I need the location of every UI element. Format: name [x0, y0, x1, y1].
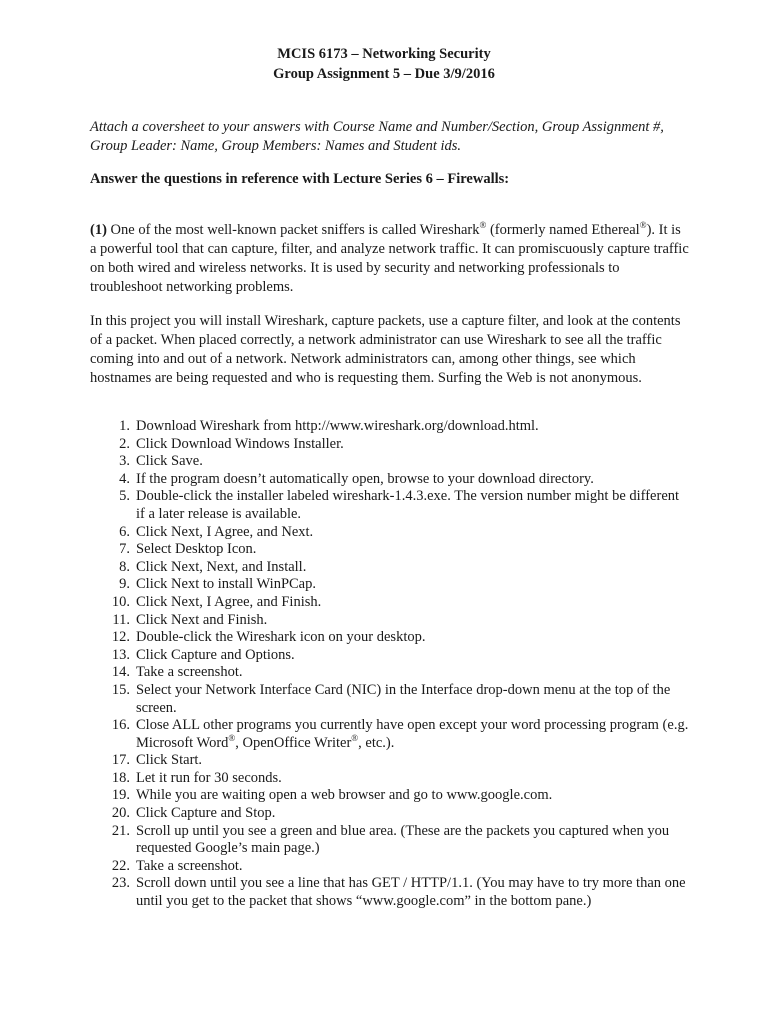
step-text-part: , OpenOffice Writer — [235, 734, 352, 751]
step-number: 3. — [119, 453, 130, 470]
list-item — [90, 682, 690, 717]
list-item — [90, 752, 690, 770]
list-item — [90, 717, 690, 752]
question-1-intro — [90, 221, 690, 297]
step-number: 5. — [119, 488, 130, 505]
intro-part-b: (formerly named Ethereal — [486, 222, 640, 238]
list-item — [90, 524, 690, 542]
list-item — [90, 612, 690, 630]
intro-part-a: One of the most well-known packet sniffers is called Wireshark — [106, 222, 480, 238]
step-number: 9. — [119, 576, 130, 593]
step-text: Click Next, Next, and Install. — [136, 558, 307, 575]
step-text: Scroll down until you see a line that has GET / HTTP/1.1. (You may have to try more than one until you get to the packet that shows “www.google.com” in the bottom pane.) — [136, 875, 686, 910]
list-item — [90, 559, 690, 577]
list-item — [90, 418, 690, 436]
step-number: 20. — [111, 805, 130, 822]
step-text: Click Next and Finish. — [136, 611, 268, 628]
step-number: 16. — [111, 717, 130, 734]
registered-mark: ® — [639, 220, 647, 231]
list-item — [90, 858, 690, 876]
step-text: Click Next to install WinPCap. — [136, 576, 316, 593]
course-title: MCIS 6173 – Networking Security — [277, 46, 491, 62]
step-text: Click Start. — [136, 752, 203, 769]
step-text: Click Capture and Options. — [136, 646, 295, 663]
step-text: Double-click the Wireshark icon on your desktop. — [136, 629, 426, 646]
step-number: 4. — [119, 470, 130, 487]
list-item — [90, 541, 690, 559]
step-text: Take a screenshot. — [136, 857, 243, 874]
step-number: 19. — [111, 787, 130, 804]
step-number: 8. — [119, 558, 130, 575]
step-number: 18. — [111, 769, 130, 786]
step-text: Let it run for 30 seconds. — [136, 769, 282, 786]
step-text: If the program doesn’t automatically open, browse to your download directory. — [136, 470, 594, 487]
coversheet-instructions: Attach a coversheet to your answers with Course Name and Number/Section, Group Assignment #, Group Leader: Name, Group Members: Names and Student ids. — [90, 119, 664, 154]
list-item — [90, 471, 690, 489]
step-number: 7. — [119, 541, 130, 558]
step-number: 2. — [119, 435, 130, 452]
step-text: Click Download Windows Installer. — [136, 435, 344, 452]
list-item — [90, 629, 690, 647]
list-item — [90, 594, 690, 612]
intro-part-c: ). It is a powerful tool that can capture, filter, and analyze network traffic. It can promiscuously capture traffic on both wired and wireless networks. It is used by security and networking professionals to troubleshoot networking problems. — [90, 222, 689, 295]
step-text: Select your Network Interface Card (NIC) in the Interface drop-down menu at the top of the screen. — [136, 681, 671, 716]
list-item — [90, 875, 690, 910]
question-1-label: (1) — [90, 222, 107, 238]
list-item — [90, 488, 690, 523]
step-number: 6. — [119, 523, 130, 540]
step-text: Download Wireshark from http://www.wireshark.org/download.html. — [136, 418, 539, 434]
list-item — [90, 436, 690, 454]
step-text: Take a screenshot. — [136, 664, 243, 681]
step-number: 10. — [111, 593, 130, 610]
step-number: 15. — [111, 681, 130, 698]
step-number: 14. — [111, 664, 130, 681]
step-text: While you are waiting open a web browser and go to www.google.com. — [136, 787, 553, 804]
project-description: In this project you will install Wireshark, capture packets, use a capture filter, and look at the contents of a packet. When placed correctly, a network administrator can use Wireshark to see all the traffic coming into and out of a network. Network administrators can, among other things, see which hostnames are being requested and who is requesting them. Surfing the Web is not anonymous. — [90, 313, 681, 386]
list-item — [90, 823, 690, 858]
list-item — [90, 664, 690, 682]
step-number: 1. — [119, 418, 130, 434]
list-item — [90, 647, 690, 665]
lecture-reference: Answer the questions in reference with Lecture Series 6 – Firewalls: — [90, 171, 510, 187]
step-number: 21. — [111, 822, 130, 839]
list-item — [90, 787, 690, 805]
steps-list — [90, 418, 690, 911]
list-item — [90, 770, 690, 788]
step-number: 23. — [111, 875, 130, 892]
step-number: 17. — [111, 752, 130, 769]
step-number: 12. — [111, 629, 130, 646]
step-text: Click Capture and Stop. — [136, 805, 276, 822]
step-text-part: , etc.). — [358, 734, 395, 751]
registered-mark: ® — [479, 220, 487, 231]
assignment-title: Group Assignment 5 – Due 3/9/2016 — [273, 66, 495, 82]
step-text: Scroll up until you see a green and blue area. (These are the packets you captured when you requested Google’s main page.) — [136, 822, 670, 857]
registered-mark: ® — [351, 732, 359, 743]
list-item — [90, 576, 690, 594]
step-number: 13. — [111, 646, 130, 663]
step-number: 22. — [111, 857, 130, 874]
step-text: Click Next, I Agree, and Next. — [136, 523, 314, 540]
step-text: Click Save. — [136, 453, 203, 470]
registered-mark: ® — [228, 732, 236, 743]
step-number: 11. — [112, 611, 130, 628]
step-text-part: Close ALL other programs you currently have open except your word processing program (e.g. Microsoft Word — [136, 717, 689, 751]
list-item — [90, 453, 690, 471]
step-text: Double-click the installer labeled wireshark-1.4.3.exe. The version number might be different if a later release is available. — [136, 488, 680, 522]
step-text: Click Next, I Agree, and Finish. — [136, 593, 322, 610]
list-item — [90, 805, 690, 823]
step-text: Select Desktop Icon. — [136, 541, 257, 558]
step-text — [136, 717, 690, 752]
